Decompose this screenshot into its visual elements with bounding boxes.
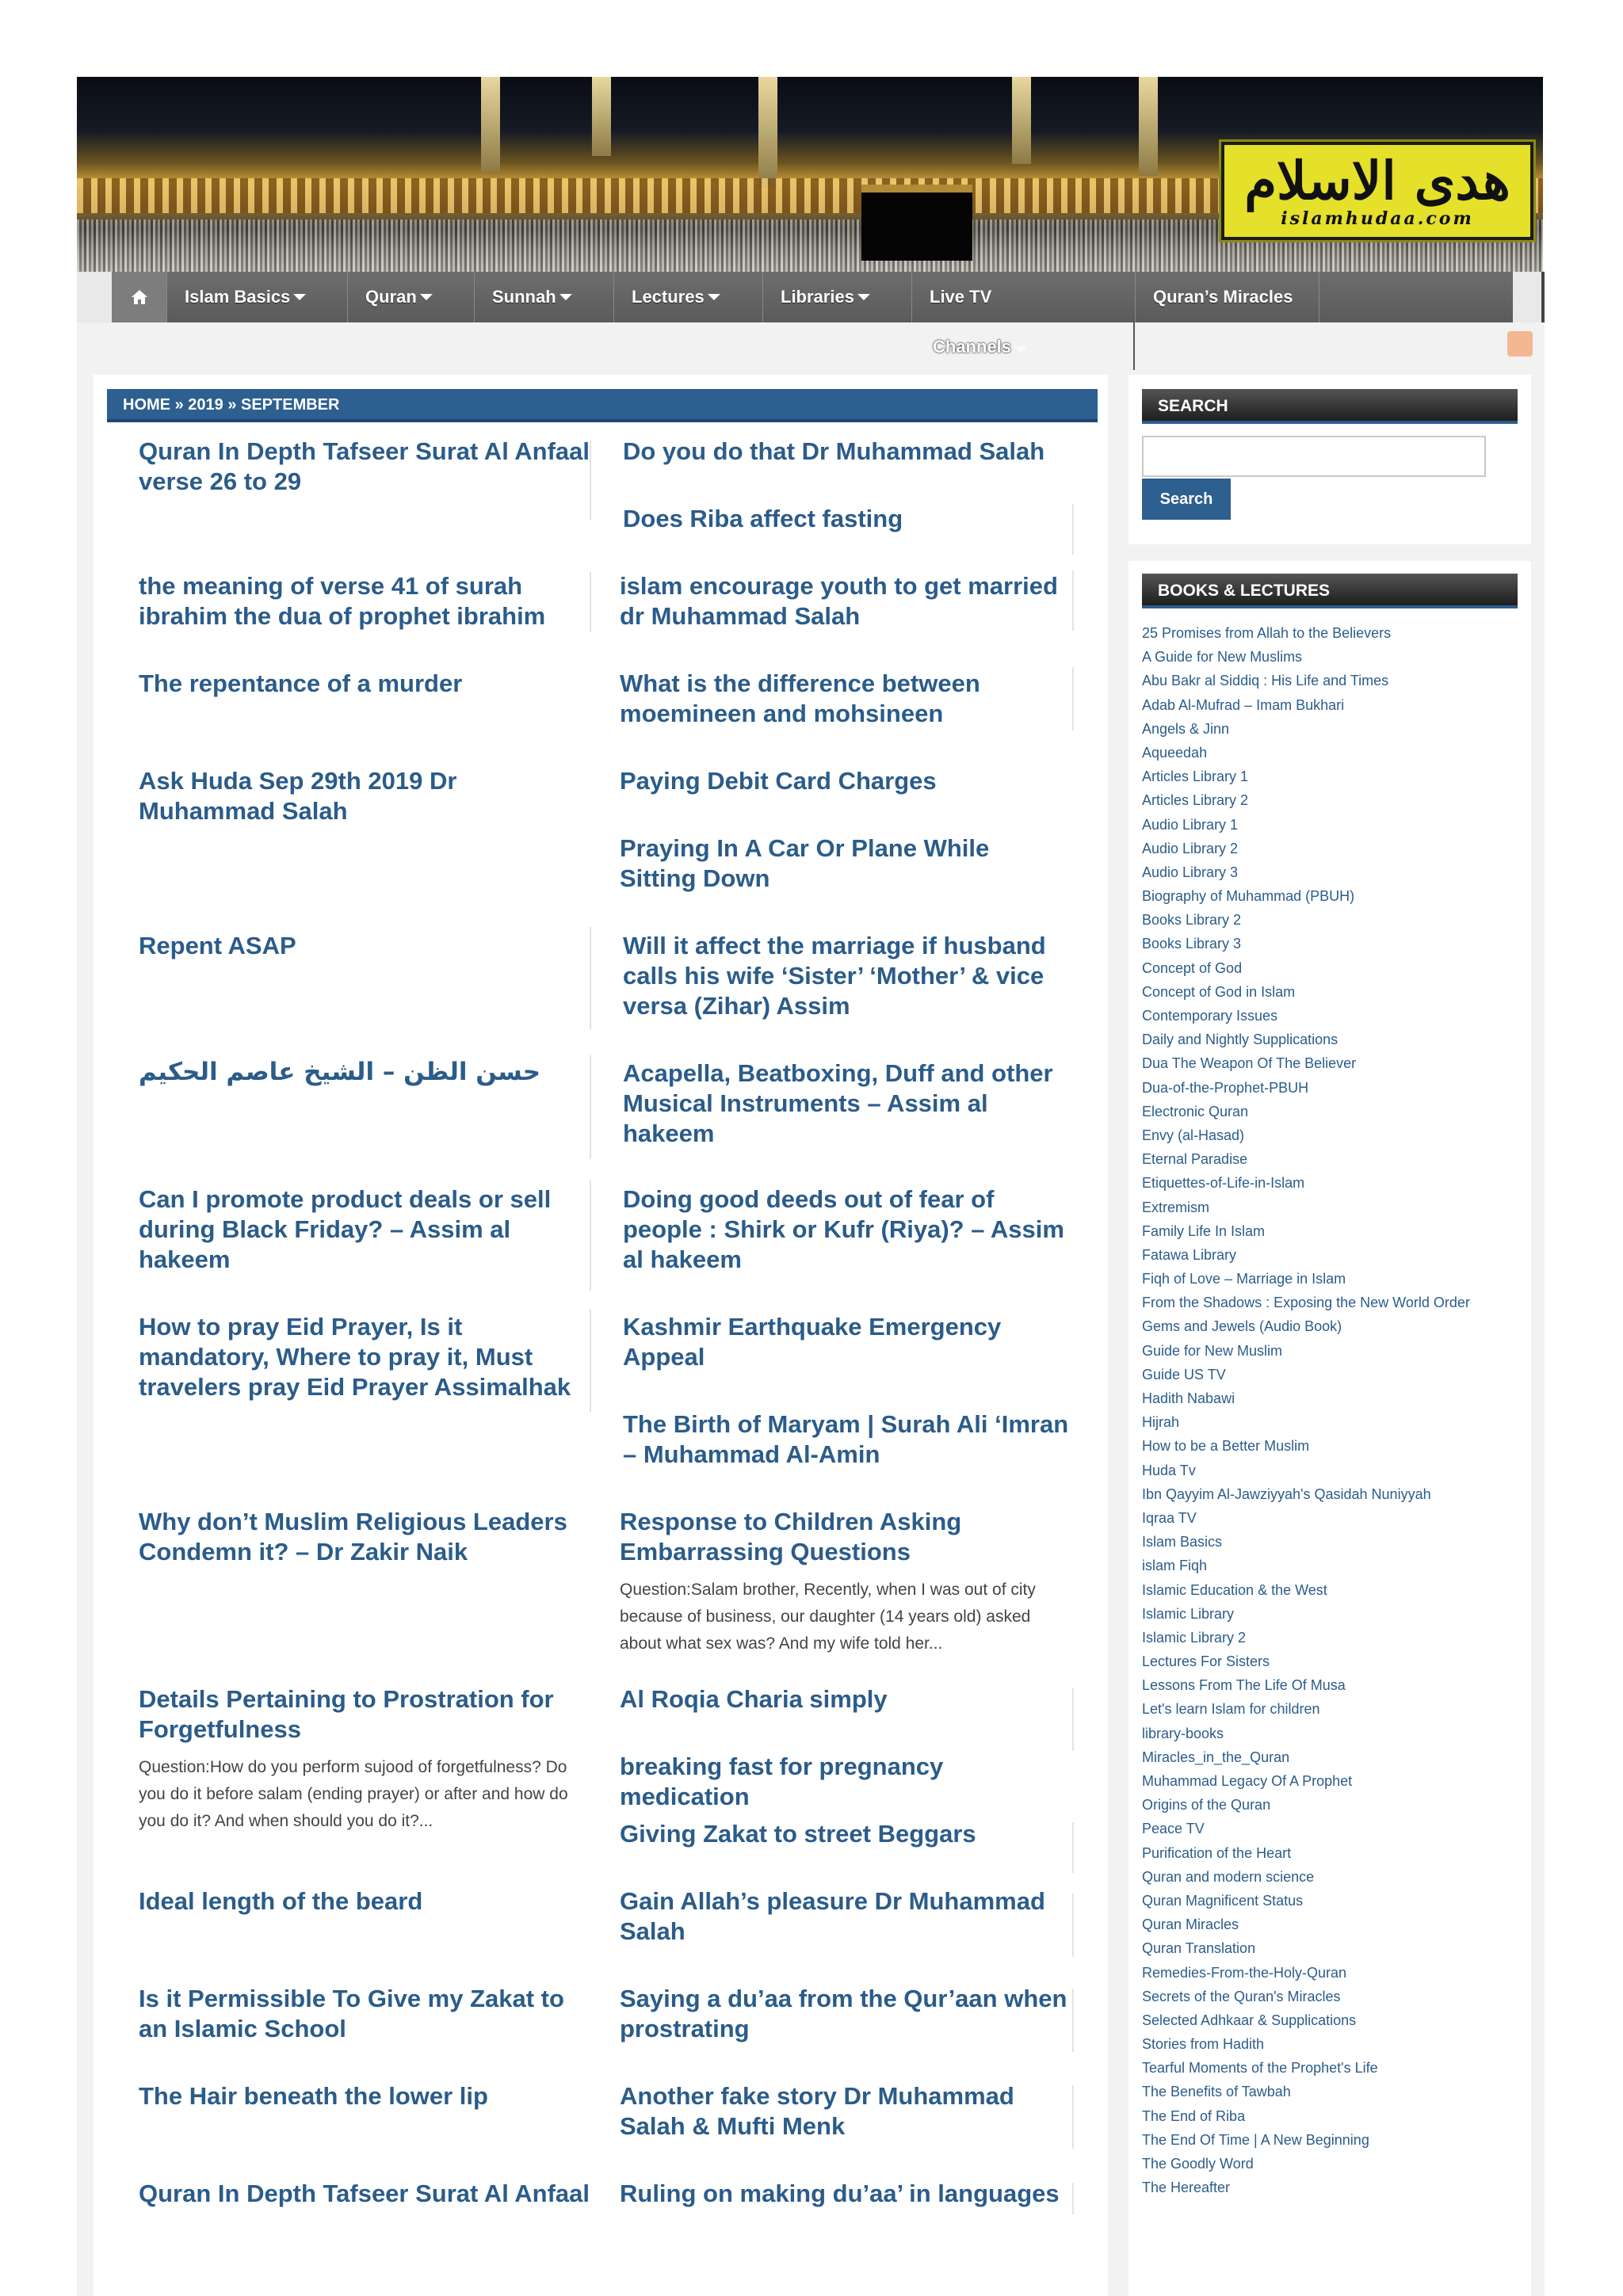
post-title[interactable]: Saying a du’aa from the Qur’aan when prostrating — [620, 1985, 1067, 2042]
post-item — [623, 504, 1075, 534]
books-list-item[interactable]: Remedies-From-the-Holy-Quran — [1142, 1964, 1347, 1981]
post-item — [623, 1312, 1075, 1372]
post-title[interactable]: Another fake story Dr Muhammad Salah & Mufti Menk — [620, 2082, 1014, 2140]
books-list-item[interactable]: Extremism — [1142, 1199, 1209, 1215]
nav-home[interactable] — [112, 272, 167, 322]
books-list-item[interactable]: Dua-of-the-Prophet-PBUH — [1142, 1079, 1309, 1096]
post-title[interactable]: Ideal length of the beard — [139, 1887, 423, 1915]
post-item — [139, 1312, 590, 1402]
books-list-item[interactable]: Audio Library 2 — [1142, 840, 1239, 856]
chevron-down-icon — [559, 294, 572, 300]
column-separator — [1072, 570, 1074, 631]
post-title[interactable]: breaking fast for pregnancy medication — [620, 1753, 944, 1810]
chevron-down-icon — [708, 294, 720, 300]
books-list-item[interactable]: Huda Tv — [1142, 1462, 1196, 1478]
search-button[interactable]: Search — [1142, 479, 1231, 520]
breadcrumb-home[interactable]: HOME — [123, 396, 170, 414]
nav-edge — [1541, 272, 1545, 322]
minaret-decoration — [1012, 77, 1031, 164]
books-list-item[interactable]: Selected Adhkaar & Supplications — [1142, 2012, 1357, 2028]
nav-qurans-miracles[interactable] — [1136, 272, 1319, 322]
post-title[interactable]: Ruling on making du’aa’ in languages — [620, 2180, 1060, 2207]
books-list-item[interactable]: Concept of God in Islam — [1142, 983, 1296, 1000]
books-list-item[interactable]: islam Fiqh — [1142, 1558, 1208, 1574]
minaret-decoration — [481, 77, 500, 172]
post-title[interactable]: The Hair beneath the lower lip — [139, 2082, 488, 2110]
post-item — [620, 1984, 1071, 2044]
column-separator — [1072, 1822, 1074, 1873]
post-title[interactable]: حسن الظن – الشيخ عاصم الحكيم — [139, 1058, 541, 1086]
books-list-item[interactable]: Contemporary Issues — [1142, 1008, 1278, 1024]
books-list-item[interactable]: Aqueedah — [1142, 744, 1208, 761]
books-list-item[interactable]: Islamic Library — [1142, 1605, 1235, 1622]
post-title[interactable]: Al Roqia Charia simply — [620, 1685, 888, 1713]
books-list-item[interactable]: The Hereafter — [1142, 2180, 1231, 2196]
breadcrumb-separator: » — [227, 396, 237, 414]
post-item — [623, 1409, 1075, 1470]
post-item — [139, 1684, 590, 1835]
post-title[interactable]: Acapella, Beatboxing, Duff and other Musical Instruments – Assim al hakeem — [623, 1059, 1053, 1147]
books-list-item[interactable]: Books Library 2 — [1142, 912, 1242, 929]
breadcrumb — [107, 389, 1098, 422]
column-separator — [1072, 2085, 1074, 2149]
post-title[interactable]: Do you do that Dr Muhammad Salah — [623, 437, 1045, 465]
post-item — [623, 437, 1075, 467]
post-item — [139, 2179, 614, 2209]
books-list-item[interactable]: Daily and Nightly Supplications — [1142, 1032, 1338, 1048]
books-list-item[interactable]: Gems and Jewels (Audio Book) — [1142, 1318, 1342, 1335]
books-list-item[interactable]: Audio Library 1 — [1142, 816, 1239, 833]
post-item — [139, 437, 590, 497]
books-list-item[interactable]: Articles Library 1 — [1142, 769, 1249, 785]
post-excerpt: Question:Salam brother, Recently, when I was out of city because of business, our daughter (14 years old) asked about what sex was? And my wife told her... — [620, 1581, 1036, 1653]
books-list-item[interactable]: Quran Magnificent Status — [1142, 1892, 1304, 1909]
post-item — [139, 931, 590, 961]
books-list-item[interactable]: Quran Miracles — [1142, 1917, 1239, 1933]
books-list — [1142, 621, 1522, 2199]
post-item — [139, 1057, 590, 1087]
books-list-item[interactable]: Concept of God — [1142, 959, 1243, 976]
chevron-down-icon — [293, 294, 306, 300]
post-item — [139, 766, 590, 826]
books-list-item[interactable]: Fiqh of Love – Marriage in Islam — [1142, 1271, 1346, 1287]
post-item — [620, 1507, 1071, 1657]
post-item — [139, 571, 590, 631]
books-list-item[interactable]: Audio Library 3 — [1142, 864, 1239, 880]
post-title[interactable]: The repentance of a murder — [139, 669, 463, 697]
search-input[interactable] — [1142, 436, 1486, 477]
column-separator — [1072, 1989, 1074, 2052]
post-item — [620, 669, 1071, 729]
nav-islam-basics[interactable] — [167, 272, 348, 322]
post-title[interactable]: Response to Children Asking Embarrassing Questions — [620, 1508, 962, 1566]
books-list-item[interactable]: Islam Basics — [1142, 1534, 1223, 1550]
post-title[interactable]: Paying Debit Card Charges — [620, 767, 937, 795]
post-item — [623, 931, 1075, 1021]
books-list-item[interactable]: Purification of the Heart — [1142, 1844, 1292, 1861]
post-title[interactable]: islam encourage youth to get married dr Muhammad Salah — [620, 572, 1058, 630]
books-list-item[interactable]: Secrets of the Quran's Miracles — [1142, 1988, 1341, 2004]
breadcrumb-year[interactable]: 2019 — [188, 396, 223, 414]
books-list-item[interactable]: 25 Promises from Allah to the Believers — [1142, 625, 1392, 641]
books-list-item[interactable]: The End Of Time | A New Beginning — [1142, 2131, 1369, 2148]
post-title[interactable]: Will it affect the marriage if husband calls his wife ‘Sister’ ‘Mother’ & vice versa (Zihar) Assim — [623, 932, 1046, 1020]
post-title[interactable]: How to pray Eid Prayer, Is it mandatory, Where to pray it, Must travelers pray Eid Prayer Assimalhak — [139, 1313, 571, 1401]
post-title[interactable]: Is it Permissible To Give my Zakat to an Islamic School — [139, 1985, 564, 2042]
column-separator — [590, 927, 591, 1030]
books-list-item[interactable]: Dua The Weapon Of The Believer — [1142, 1055, 1357, 1072]
nav-live-tv[interactable] — [912, 272, 1136, 322]
books-list-item[interactable]: Lessons From The Life Of Musa — [1142, 1677, 1346, 1694]
books-list-item[interactable]: Peace TV — [1142, 1821, 1205, 1837]
books-list-item[interactable]: Books Library 3 — [1142, 936, 1242, 952]
column-separator — [590, 1309, 591, 1412]
post-item — [620, 1886, 1071, 1947]
books-list-item[interactable]: The End of Riba — [1142, 2107, 1246, 2124]
nav-sunnah[interactable] — [475, 272, 614, 322]
nav-channels[interactable] — [933, 337, 1027, 357]
books-list-item[interactable]: Tearful Moments of the Prophet's Life — [1142, 2060, 1378, 2077]
column-separator — [590, 441, 591, 520]
column-separator — [1072, 1894, 1074, 1957]
minaret-decoration — [592, 77, 611, 156]
books-list-item[interactable]: Islamic Education & the West — [1142, 1581, 1327, 1598]
post-item — [620, 1684, 1071, 1714]
books-list-item[interactable]: Biography of Muhammad (PBUH) — [1142, 888, 1355, 905]
books-list-item[interactable]: Etiquettes-of-Life-in-Islam — [1142, 1175, 1305, 1192]
logo-domain-text: islamhudaa.com — [1281, 208, 1474, 229]
chevron-down-icon — [420, 294, 433, 300]
post-title[interactable]: Kashmir Earthquake Emergency Appeal — [623, 1313, 1002, 1371]
rss-icon[interactable] — [1507, 331, 1533, 357]
header-banner[interactable] — [77, 77, 1543, 272]
books-list-item[interactable]: The Goodly Word — [1142, 2156, 1254, 2172]
breadcrumb-month: SEPTEMBER — [241, 396, 340, 414]
books-list-item[interactable]: Origins of the Quran — [1142, 1797, 1271, 1814]
post-title[interactable]: Doing good deeds out of fear of people : Shirk or Kufr (Riya)? – Assim al hakeem — [623, 1185, 1064, 1273]
chevron-down-icon — [857, 294, 870, 300]
nav-submenu-row — [77, 322, 1545, 370]
column-separator — [1072, 667, 1074, 730]
books-list-item[interactable]: Islamic Library 2 — [1142, 1629, 1247, 1646]
books-list-item[interactable]: From the Shadows : Exposing the New World Order — [1142, 1295, 1470, 1311]
books-list-item[interactable]: Adab Al-Mufrad – Imam Bukhari — [1142, 696, 1345, 713]
books-list-item[interactable]: Quran Translation — [1142, 1940, 1256, 1957]
minaret-decoration — [1139, 77, 1158, 176]
books-list-item[interactable]: Hijrah — [1142, 1414, 1180, 1431]
books-widget-title: BOOKS & LECTURES — [1142, 574, 1518, 608]
post-title[interactable]: What is the difference between moemineen and mohsineen — [620, 669, 980, 727]
post-item — [620, 766, 1071, 796]
post-item — [620, 1819, 1071, 1849]
books-list-item[interactable]: Hadith Nabawi — [1142, 1390, 1235, 1406]
books-list-item[interactable]: How to be a Better Muslim — [1142, 1438, 1310, 1455]
books-list-item[interactable]: Envy (al-Hasad) — [1142, 1127, 1245, 1143]
books-list-item[interactable]: Family Life In Islam — [1142, 1222, 1266, 1239]
post-item — [623, 1184, 1075, 1275]
post-excerpt: Question:How do you perform sujood of forgetfulness? Do you do it before salam (ending prayer) or after and how do you do it? And when should you do it?... — [139, 1758, 568, 1830]
post-title[interactable]: Details Pertaining to Prostration for Forgetfulness — [139, 1685, 554, 1743]
nav-label: Lectures — [632, 287, 705, 307]
nav-libraries[interactable] — [763, 272, 912, 322]
books-list-item[interactable]: Ibn Qayyim Al-Jawziyyah's Qasidah Nuniyyah — [1142, 1486, 1431, 1502]
books-list-item[interactable]: library-books — [1142, 1725, 1224, 1741]
post-item — [620, 2081, 1071, 2142]
post-item — [139, 1886, 590, 1917]
nav-label: Quran — [365, 287, 417, 307]
nav-divider — [1133, 322, 1135, 370]
books-list-item[interactable]: Abu Bakr al Siddiq : His Life and Times — [1142, 673, 1389, 689]
books-list-item[interactable]: Guide US TV — [1142, 1366, 1226, 1383]
search-widget-title: SEARCH — [1142, 389, 1518, 424]
post-item — [139, 1984, 590, 2044]
minaret-decoration — [758, 77, 777, 188]
post-item — [139, 1184, 590, 1275]
books-list-item[interactable]: The Benefits of Tawbah — [1142, 2084, 1291, 2100]
books-list-item[interactable]: A Guide for New Muslims — [1142, 649, 1303, 666]
post-title[interactable]: Praying In A Car Or Plane While Sitting Down — [620, 834, 990, 892]
nav-label: Sunnah — [492, 287, 556, 307]
nav-label: Libraries — [781, 287, 854, 307]
nav-label: Quran’s Miracles — [1153, 287, 1293, 307]
books-list-item[interactable]: Guide for New Muslim — [1142, 1342, 1283, 1359]
post-title[interactable]: The Birth of Maryam | Surah Ali ‘Imran – Muhammad Al-Amin — [623, 1410, 1069, 1468]
books-list-item[interactable]: Fatawa Library — [1142, 1246, 1237, 1263]
kaaba-decoration — [861, 185, 972, 261]
home-icon — [130, 288, 149, 306]
nav-label: Live TV — [930, 287, 992, 307]
site-logo[interactable] — [1221, 142, 1533, 240]
chevron-down-icon — [1014, 346, 1027, 353]
column-separator — [590, 572, 591, 632]
post-item — [620, 1752, 1071, 1812]
post-item — [139, 669, 590, 699]
books-list-item[interactable]: Articles Library 2 — [1142, 792, 1249, 809]
post-title[interactable]: Quran In Depth Tafseer Surat Al Anfaal verse 26 to 29 — [139, 437, 590, 495]
books-list-item[interactable]: Stories from Hadith — [1142, 2036, 1265, 2053]
post-item — [620, 2179, 1095, 2209]
post-title[interactable]: Can I promote product deals or sell during Black Friday? – Assim al hakeem — [139, 1185, 552, 1273]
books-list-item[interactable]: Let's learn Islam for children — [1142, 1701, 1320, 1718]
nav-label: Islam Basics — [185, 287, 291, 307]
post-title[interactable]: Quran In Depth Tafseer Surat Al Anfaal — [139, 2180, 590, 2207]
post-item — [623, 1058, 1075, 1149]
books-list-item[interactable]: Iqraa TV — [1142, 1509, 1197, 1526]
books-list-item[interactable]: Angels & Jinn — [1142, 720, 1230, 737]
nav-lectures[interactable] — [614, 272, 763, 322]
post-title[interactable]: the meaning of verse 41 of surah ibrahim the dua of prophet ibrahim — [139, 572, 546, 630]
post-title[interactable]: Gain Allah’s pleasure Dr Muhammad Salah — [620, 1887, 1045, 1945]
post-item — [620, 833, 1071, 894]
nav-bar — [77, 272, 1545, 322]
post-title[interactable]: Does Riba affect fasting — [623, 505, 903, 532]
post-item — [139, 1507, 590, 1567]
post-item — [620, 571, 1071, 631]
books-list-item[interactable]: Quran and modern science — [1142, 1868, 1315, 1885]
post-item — [139, 2081, 590, 2111]
post-title[interactable]: Why don’t Muslim Religious Leaders Condemn it? – Dr Zakir Naik — [139, 1508, 567, 1566]
post-title[interactable]: Repent ASAP — [139, 932, 296, 959]
post-title[interactable]: Ask Huda Sep 29th 2019 Dr Muhammad Salah — [139, 767, 457, 825]
nav-label: Channels — [933, 337, 1012, 357]
logo-arabic-text: هدى الاسلام — [1244, 150, 1510, 212]
post-title[interactable]: Giving Zakat to street Beggars — [620, 1820, 976, 1848]
books-list-item[interactable]: Muhammad Legacy Of A Prophet — [1142, 1773, 1353, 1789]
books-list-item[interactable]: Electronic Quran — [1142, 1103, 1249, 1119]
nav-quran[interactable] — [348, 272, 475, 322]
breadcrumb-separator: » — [174, 396, 184, 414]
main-menu — [112, 272, 1513, 322]
books-list-item[interactable]: Eternal Paradise — [1142, 1151, 1248, 1168]
column-separator — [590, 1055, 591, 1158]
books-list-item[interactable]: Lectures For Sisters — [1142, 1653, 1270, 1670]
books-list-item[interactable]: Miracles_in_the_Quran — [1142, 1749, 1290, 1765]
column-separator — [1072, 1688, 1074, 1751]
column-separator — [590, 1180, 591, 1291]
